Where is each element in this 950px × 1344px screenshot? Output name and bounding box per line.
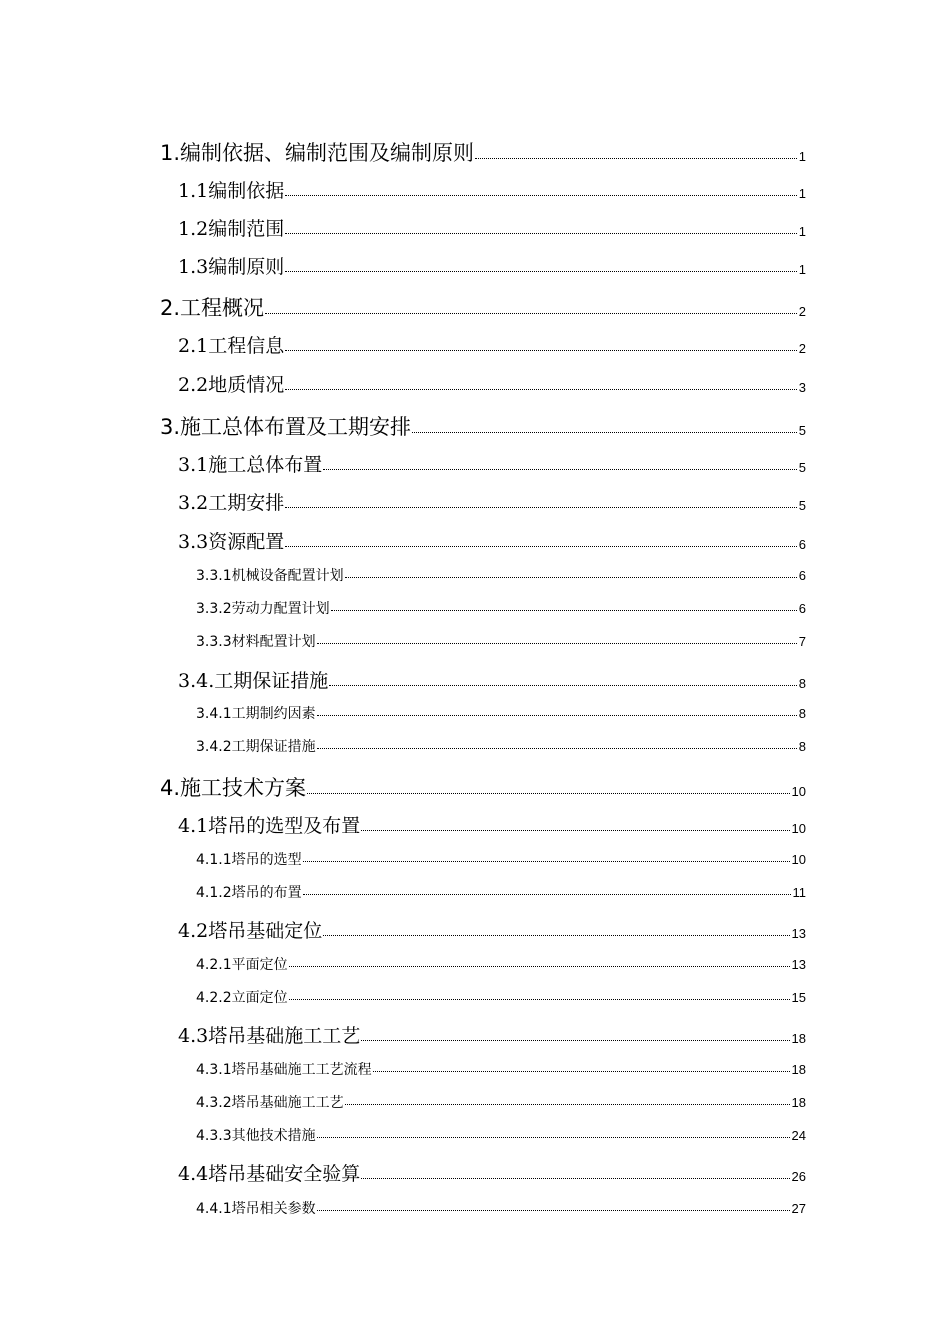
toc-entry-title: 1.1编制依据 (178, 180, 285, 202)
toc-page-number: 7 (798, 634, 806, 649)
toc-page-number: 1 (798, 224, 806, 239)
toc-entry-level-1[interactable] (160, 417, 806, 438)
toc-entry-title: 1.编制依据、编制范围及编制原则 (160, 141, 475, 165)
toc-leader-dots (289, 966, 790, 967)
toc-page-number: 1 (798, 262, 806, 277)
toc-leader-dots (317, 643, 797, 644)
toc-leader-dots (361, 1040, 789, 1041)
toc-entry-title: 3.3.2劳动力配置计划 (196, 601, 330, 617)
toc-entry-title: 1.3编制原则 (178, 256, 285, 278)
toc-entry-level-3[interactable] (196, 602, 806, 616)
toc-entry-title: 4.2塔吊基础定位 (178, 920, 323, 942)
toc-entry-level-3[interactable] (196, 1063, 806, 1077)
toc-entry-title: 3.4.1工期制约因素 (196, 706, 316, 722)
toc-entry-title: 3.1施工总体布置 (178, 454, 323, 476)
toc-leader-dots (361, 1178, 789, 1179)
toc-entry-title: 4.3.1塔吊基础施工工艺流程 (196, 1062, 372, 1078)
toc-entry-level-2[interactable] (178, 337, 806, 356)
toc-entry-title: 2.工程概况 (160, 296, 265, 320)
toc-leader-dots (361, 830, 789, 831)
toc-entry-level-2[interactable] (178, 1165, 806, 1184)
toc-entry-title: 4.4塔吊基础安全验算 (178, 1163, 361, 1185)
toc-leader-dots (317, 1210, 790, 1211)
toc-entry-level-2[interactable] (178, 376, 806, 395)
toc-entry-title: 4.2.1平面定位 (196, 957, 288, 973)
toc-entry-title: 3.3资源配置 (178, 531, 285, 553)
toc-entry-level-3[interactable] (196, 853, 806, 867)
toc-entry-title: 3.4.工期保证措施 (178, 670, 329, 692)
toc-page-number: 3 (798, 380, 806, 395)
toc-page-number: 8 (798, 706, 806, 721)
toc-leader-dots (285, 233, 797, 234)
toc-leader-dots (323, 469, 797, 470)
toc-entry-title: 4.3.2塔吊基础施工工艺 (196, 1095, 344, 1111)
toc-page-number: 15 (791, 990, 806, 1005)
toc-entry-level-3[interactable] (196, 1096, 806, 1110)
toc-leader-dots (285, 350, 797, 351)
toc-entry-level-3[interactable] (196, 991, 806, 1005)
toc-entry-level-2[interactable] (178, 456, 806, 475)
toc-entry-level-2[interactable] (178, 672, 806, 691)
toc-leader-dots (412, 432, 797, 433)
toc-entry-title: 3.施工总体布置及工期安排 (160, 415, 412, 439)
toc-page-number: 18 (791, 1062, 806, 1077)
toc-entry-title: 4.1.2塔吊的布置 (196, 885, 302, 901)
toc-entry-title: 4.1.1塔吊的选型 (196, 852, 302, 868)
toc-leader-dots (303, 894, 791, 895)
toc-page-number: 5 (798, 423, 806, 438)
toc-entry-level-2[interactable] (178, 182, 806, 201)
toc-page-number: 5 (798, 498, 806, 513)
toc-entry-title: 2.2地质情况 (178, 374, 285, 396)
toc-entry-level-1[interactable] (160, 778, 806, 799)
toc-entry-level-1[interactable] (160, 143, 806, 164)
toc-entry-level-3[interactable] (196, 707, 806, 721)
toc-entry-title: 2.1工程信息 (178, 335, 285, 357)
toc-entry-level-3[interactable] (196, 1129, 806, 1143)
toc-entry-title: 3.3.3材料配置计划 (196, 634, 316, 650)
toc-entry-level-2[interactable] (178, 1027, 806, 1046)
toc-entry-title: 4.施工技术方案 (160, 776, 307, 800)
toc-page-number: 10 (791, 821, 806, 836)
toc-entry-level-2[interactable] (178, 258, 806, 277)
toc-entry-title: 3.3.1机械设备配置计划 (196, 568, 344, 584)
toc-entry-level-2[interactable] (178, 494, 806, 513)
toc-entry-title: 3.2工期安排 (178, 492, 285, 514)
toc-entry-level-3[interactable] (196, 635, 806, 649)
toc-entry-title: 4.4.1塔吊相关参数 (196, 1201, 316, 1217)
toc-page-number: 6 (798, 537, 806, 552)
toc-entry-level-3[interactable] (196, 958, 806, 972)
toc-page-number: 5 (798, 460, 806, 475)
toc-entry-title: 3.4.2工期保证措施 (196, 739, 316, 755)
toc-leader-dots (285, 389, 797, 390)
toc-page-number: 2 (798, 341, 806, 356)
toc-leader-dots (317, 748, 797, 749)
toc-leader-dots (303, 861, 790, 862)
toc-leader-dots (323, 935, 789, 936)
toc-page-number: 10 (791, 852, 806, 867)
toc-leader-dots (345, 1104, 790, 1105)
toc-page-number: 26 (791, 1169, 806, 1184)
toc-page-number: 13 (791, 926, 806, 941)
toc-entry-level-3[interactable] (196, 569, 806, 583)
toc-leader-dots (373, 1071, 790, 1072)
toc-entry-title: 1.2编制范围 (178, 218, 285, 240)
toc-leader-dots (329, 685, 797, 686)
toc-entry-level-2[interactable] (178, 922, 806, 941)
toc-leader-dots (285, 271, 797, 272)
toc-page-number: 11 (792, 885, 806, 900)
toc-page-number: 24 (791, 1128, 806, 1143)
toc-page-number: 10 (791, 784, 806, 799)
toc-entry-level-2[interactable] (178, 817, 806, 836)
toc-page-number: 27 (791, 1201, 806, 1216)
toc-leader-dots (265, 313, 797, 314)
toc-entry-level-3[interactable] (196, 886, 806, 900)
toc-entry-title: 4.2.2立面定位 (196, 990, 288, 1006)
toc-leader-dots (289, 999, 790, 1000)
toc-entry-title: 4.1塔吊的选型及布置 (178, 815, 361, 837)
toc-page-number: 2 (798, 304, 806, 319)
toc-page-number: 1 (798, 186, 806, 201)
toc-entry-level-1[interactable] (160, 298, 806, 319)
toc-leader-dots (285, 195, 797, 196)
toc-leader-dots (307, 793, 789, 794)
toc-page-number: 13 (791, 957, 806, 972)
toc-page-number: 8 (798, 739, 806, 754)
toc-leader-dots (317, 1137, 790, 1138)
toc-leader-dots (475, 158, 797, 159)
toc-entry-title: 4.3.3其他技术措施 (196, 1128, 316, 1144)
toc-entry-level-2[interactable] (178, 220, 806, 239)
toc-page-number: 6 (798, 601, 806, 616)
toc-leader-dots (331, 610, 797, 611)
toc-entry-level-3[interactable] (196, 740, 806, 754)
toc-entry-title: 4.3塔吊基础施工工艺 (178, 1025, 361, 1047)
toc-leader-dots (317, 715, 797, 716)
toc-page-number: 1 (798, 149, 806, 164)
toc-leader-dots (285, 507, 797, 508)
toc-leader-dots (345, 577, 797, 578)
toc-page-number: 18 (791, 1031, 806, 1046)
toc-page-number: 8 (798, 676, 806, 691)
toc-entry-level-2[interactable] (178, 533, 806, 552)
toc-leader-dots (285, 546, 797, 547)
toc-entry-level-3[interactable] (196, 1202, 806, 1216)
toc-page-number: 6 (798, 568, 806, 583)
toc-page-number: 18 (791, 1095, 806, 1110)
